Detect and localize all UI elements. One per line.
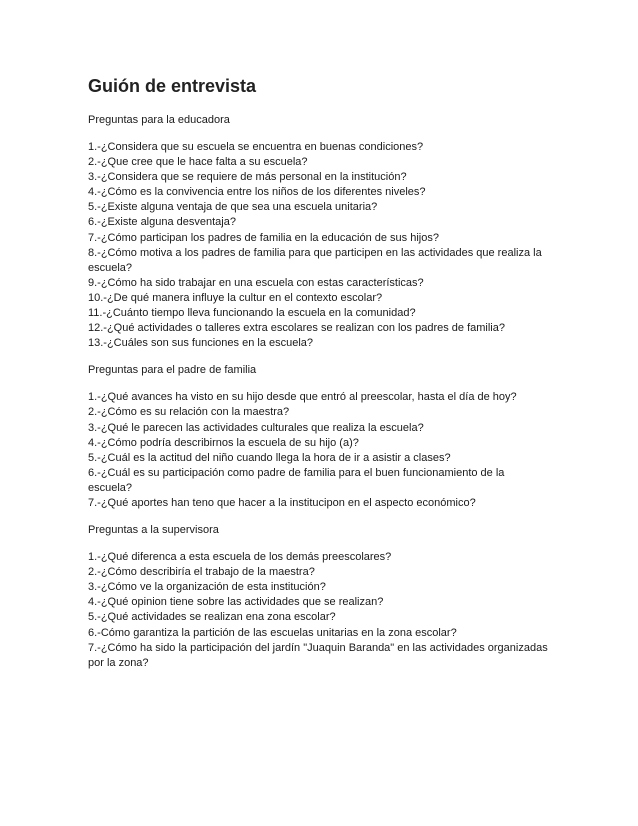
document-page	[88, 73, 550, 671]
section-heading-padre: Preguntas para el padre de familia	[88, 364, 257, 377]
list-item: 1.-¿Qué diferenca a esta escuela de los demás preescolares?	[88, 551, 392, 564]
list-item: 6.-Cómo garantiza la partición de las escuelas unitarias en la zona escolar?	[88, 626, 457, 639]
list-item: 6.-¿Cuál es su participación como padre de familia para el buen funcionamiento de la escuela?	[88, 466, 505, 494]
section-heading-educadora: Preguntas para la educadora	[88, 114, 230, 126]
list-item: 7.-¿Qué aportes han teno que hacer a la institucipon en el aspecto económico?	[88, 496, 476, 509]
question-list-supervisora	[88, 550, 550, 671]
list-item: 3.-¿Considera que se requiere de más personal en la institución?	[88, 171, 407, 184]
list-item: 11.-¿Cuánto tiempo lleva funcionando la escuela en la comunidad?	[88, 307, 416, 320]
question-list-padre	[88, 390, 550, 511]
list-item: 7.-¿Cómo ha sido la participación del jardín "Juaquin Baranda" en las actividades organizadas por la zona?	[88, 641, 548, 669]
section-spacer	[88, 511, 550, 523]
section-spacer	[88, 351, 550, 363]
list-item: 9.-¿Cómo ha sido trabajar en una escuela con estas características?	[88, 276, 424, 289]
list-item: 10.-¿De qué manera influye la cultur en el contexto escolar?	[88, 291, 383, 304]
list-item: 12.-¿Qué actividades o talleres extra escolares se realizan con los padres de familia?	[88, 322, 505, 335]
list-item: 5.-¿Cuál es la actitud del niño cuando llega la hora de ir a asistir a clases?	[88, 451, 451, 464]
section-heading-supervisora: Preguntas a la supervisora	[88, 524, 219, 537]
list-item: 4.-¿Cómo es la convivencia entre los niños de los diferentes niveles?	[88, 186, 426, 199]
list-item: 5.-¿Qué actividades se realizan ena zona escolar?	[88, 611, 336, 624]
list-item: 4.-¿Qué opinion tiene sobre las actividades que se realizan?	[88, 596, 384, 609]
list-item: 3.-¿Cómo ve la organización de esta institución?	[88, 581, 326, 594]
list-item: 2.-¿Cómo describiría el trabajo de la maestra?	[88, 566, 315, 579]
list-item: 5.-¿Existe alguna ventaja de que sea una escuela unitaria?	[88, 201, 378, 214]
list-item: 6.-¿Existe alguna desventaja?	[88, 216, 236, 229]
list-item: 1.-¿Considera que su escuela se encuentra en buenas condiciones?	[88, 141, 424, 153]
list-item: 1.-¿Qué avances ha visto en su hijo desde que entró al preescolar, hasta el día de hoy?	[88, 391, 517, 404]
list-item: 7.-¿Cómo participan los padres de familia en la educación de sus hijos?	[88, 231, 439, 244]
list-item: 4.-¿Cómo podría describirnos la escuela de su hijo (a)?	[88, 436, 359, 449]
list-item: 13.-¿Cuáles son sus funciones en la escuela?	[88, 337, 314, 350]
question-list-educadora	[88, 140, 550, 351]
list-item: 3.-¿Qué le parecen las actividades culturales que realiza la escuela?	[88, 421, 424, 434]
list-item: 2.-¿Cómo es su relación con la maestra?	[88, 406, 290, 419]
list-item: 8.-¿Cómo motiva a los padres de familia para que participen en las actividades que realiza la escuela?	[88, 246, 542, 274]
list-item: 2.-¿Que cree que le hace falta a su escuela?	[88, 156, 308, 169]
document-title: Guión de entrevista	[88, 76, 257, 96]
